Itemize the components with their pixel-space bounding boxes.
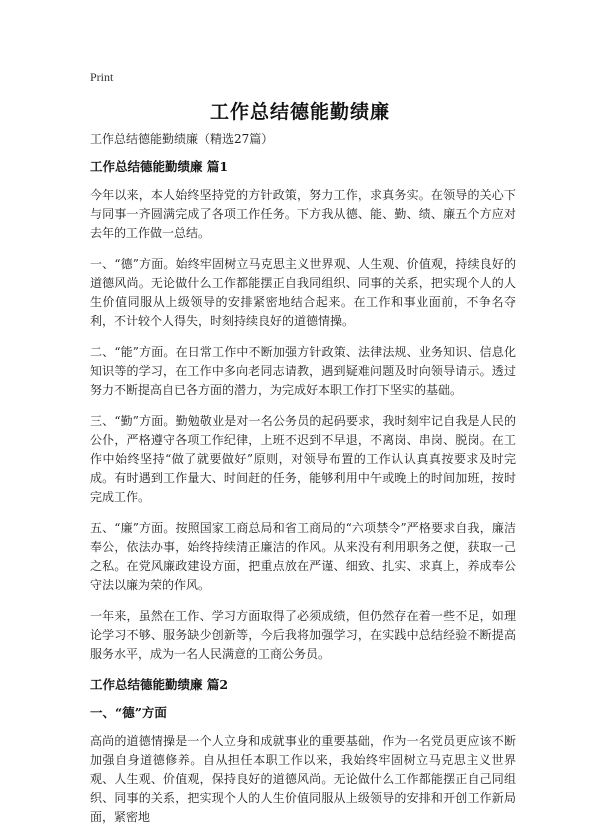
document-title: 工作总结德能勤绩廉 [209, 101, 390, 123]
section-1-paragraph: 一年来，虽然在工作、学习方面取得了必须成绩，但仍然存在着一些不足，如理论学习不够、服务缺少创新等，今后我将加强学习，在实践中总结经验不断提高服务水平，成为一名人民满意的工商公务员。 [90, 609, 516, 661]
section-1-paragraph: 三、“勤”方面。勤勉敬业是对一名公务员的起码要求，我时刻牢记自我是人民的公仆，严格遵守各项工作纪律，上班不迟到不早退，不离岗、串岗、脱岗。在工作中始终坚持“做了就要做好”原则，对领导布置的工作认认真真按要求及时完成。有时遇到工作量大、时间赶的任务，能够利用中午或晚上的时间加班，按时完成工作。 [90, 414, 516, 504]
document-subtitle: 工作总结德能勤绩廉（精选27篇） [90, 132, 274, 146]
section-1-heading: 工作总结德能勤绩廉 篇1 [90, 159, 229, 174]
section-1-paragraph: 二、“能”方面。在日常工作中不断加强方针政策、法律法规、业务知识、信息化知识等的学习，在工作中多向老同志请教，遇到疑难问题及时向领导请示。透过努力不断提高自已各方面的潜力，为完成好本职工作打下坚实的基础。 [90, 345, 516, 397]
document-body [90, 130, 516, 839]
section-2-subheading: 一、“德”方面 [90, 705, 167, 720]
section-1-paragraph: 五、“廉”方面。按照国家工商总局和省工商局的“六项禁令”严格要求自我，廉洁奉公，依法办事，始终持续清正廉洁的作风。从来没有利用职务之便，获取一己之私。在党风廉政建设方面，把重点放在严谨、细致、扎实、求真上，养成奉公守法以廉为荣的作风。 [90, 521, 516, 592]
section-2-heading: 工作总结德能勤绩廉 篇2 [90, 677, 229, 692]
print-label[interactable]: Print [90, 70, 114, 84]
section-1-paragraph: 一、“德”方面。始终牢固树立马克思主义世界观、人生观、价值观，持续良好的道德风尚。无论做什么工作都能摆正自我同组织、同事的关系，把实现个人的人生价值同服从上级领导的安排紧密地结合起来。在工作和事业面前，不争名夺利，不计较个人得失，时刻持续良好的道德情操。 [90, 257, 516, 328]
section-2-paragraph: 高尚的道德情操是一个人立身和成就事业的重要基础，作为一名党员更应该不断加强自身道德修养。自从担任本职工作以来，我始终牢固树立马克思主义世界观、人生观、价值观，保持良好的道德风尚。无论做什么工作都能摆正自己同组织、同事的关系，把实现个人的人生价值同服从上级领导的安排和开创工作新局面，紧密地 [90, 734, 516, 824]
section-1-paragraph: 今年以来，本人始终坚持党的方针政策，努力工作，求真务实。在领导的关心下与同事一齐圆满完成了各项工作任务。下方我从德、能、勤、绩、廉五个方应对去年的工作做一总结。 [90, 188, 516, 240]
